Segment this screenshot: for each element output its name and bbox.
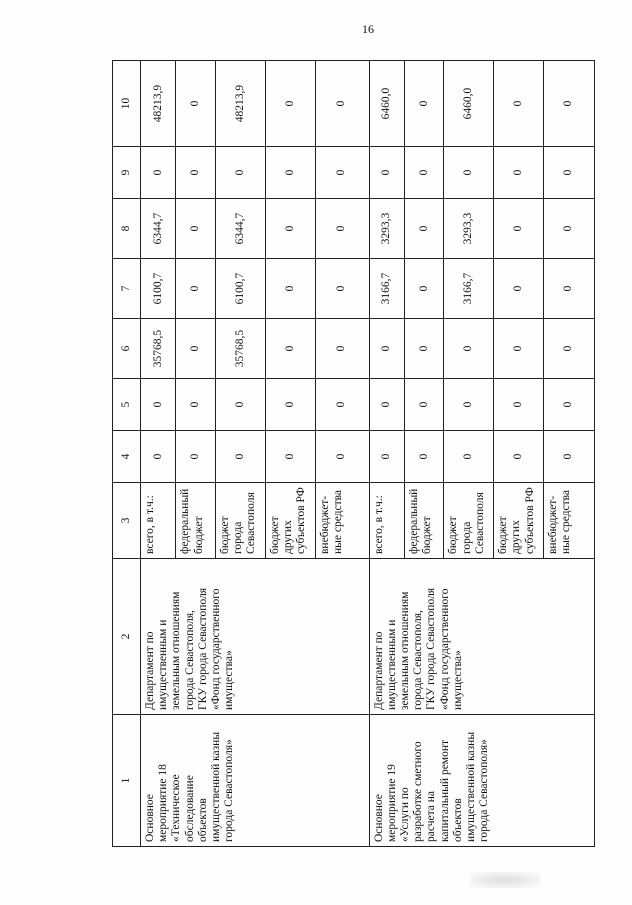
value-cell: 0 (176, 259, 215, 319)
value-cell: 0 (369, 147, 404, 199)
value-cell: 0 (315, 147, 369, 199)
value-cell: 6344,7 (141, 199, 176, 259)
value-cell: 6460,0 (444, 61, 494, 147)
value-cell: 0 (369, 379, 404, 431)
value-cell: 0 (315, 61, 369, 147)
value-cell: 0 (315, 259, 369, 319)
value-cell: 0 (315, 431, 369, 483)
scan-stain (470, 872, 540, 888)
value-cell: 0 (215, 379, 265, 431)
header-cell: 1 (113, 715, 141, 847)
header-cell: 7 (113, 259, 141, 319)
value-cell: 0 (544, 147, 595, 199)
value-cell: 0 (494, 431, 544, 483)
value-cell: 0 (404, 319, 443, 379)
value-cell: 0 (315, 199, 369, 259)
value-cell: 0 (404, 431, 443, 483)
funding-source-cell: федеральный бюджет (404, 483, 443, 559)
funding-source-cell: всего, в т.ч.: (369, 483, 404, 559)
value-cell: 3166,7 (444, 259, 494, 319)
value-cell: 0 (404, 259, 443, 319)
responsible-cell: Департамент по имущественным и земельным отношениям города Севастополя, ГКУ города Севастополя «Фонд государственного имущества» (141, 559, 370, 715)
value-cell: 0 (404, 199, 443, 259)
value-cell: 0 (494, 319, 544, 379)
funding-source-cell: внебюджет- ные средства (544, 483, 595, 559)
value-cell: 0 (494, 199, 544, 259)
budget-table (112, 60, 595, 847)
value-cell: 0 (544, 199, 595, 259)
value-cell: 0 (544, 379, 595, 431)
header-cell: 6 (113, 319, 141, 379)
value-cell: 0 (141, 147, 176, 199)
value-cell: 0 (176, 431, 215, 483)
value-cell: 35768,5 (141, 319, 176, 379)
value-cell: 3293,3 (369, 199, 404, 259)
value-cell: 0 (265, 379, 315, 431)
value-cell: 0 (315, 379, 369, 431)
funding-source-cell: бюджет других субъектов РФ (265, 483, 315, 559)
value-cell: 6460,0 (369, 61, 404, 147)
value-cell: 0 (494, 259, 544, 319)
value-cell: 48213,9 (141, 61, 176, 147)
value-cell: 0 (176, 379, 215, 431)
value-cell: 6100,7 (215, 259, 265, 319)
value-cell: 0 (265, 61, 315, 147)
header-cell: 10 (113, 61, 141, 147)
value-cell: 0 (544, 319, 595, 379)
header-row (113, 61, 141, 847)
table-row (141, 61, 176, 847)
funding-source-cell: всего, в т.ч.: (141, 483, 176, 559)
funding-source-cell: бюджет города Севастополя (444, 483, 494, 559)
value-cell: 0 (315, 319, 369, 379)
value-cell: 0 (141, 431, 176, 483)
funding-source-cell: внебюджет- ные средства (315, 483, 369, 559)
value-cell: 0 (176, 147, 215, 199)
value-cell: 0 (369, 431, 404, 483)
value-cell: 0 (494, 61, 544, 147)
header-cell: 5 (113, 379, 141, 431)
header-cell: 3 (113, 483, 141, 559)
header-cell: 4 (113, 431, 141, 483)
value-cell: 0 (404, 147, 443, 199)
value-cell: 0 (444, 379, 494, 431)
activity-cell: Основное мероприятие 18 «Техническое обследование объектов имущественной казны города Севастополя» (141, 715, 370, 847)
activity-cell: Основное мероприятие 19 «Услуги по разработке сметного расчета на капитальный ремонт объектов имущественной казны города Севастополя» (369, 715, 594, 847)
value-cell: 3293,3 (444, 199, 494, 259)
value-cell: 35768,5 (215, 319, 265, 379)
rotated-table-wrapper (112, 61, 595, 847)
value-cell: 0 (544, 61, 595, 147)
value-cell: 0 (215, 431, 265, 483)
value-cell: 0 (494, 379, 544, 431)
value-cell: 0 (141, 379, 176, 431)
header-cell: 8 (113, 199, 141, 259)
funding-source-cell: федеральный бюджет (176, 483, 215, 559)
value-cell: 0 (176, 319, 215, 379)
value-cell: 0 (265, 431, 315, 483)
value-cell: 6100,7 (141, 259, 176, 319)
funding-source-cell: бюджет других субъектов РФ (494, 483, 544, 559)
value-cell: 0 (265, 259, 315, 319)
responsible-cell: Департамент по имущественным и земельным отношениям города Севастополя, ГКУ города Севастополя «Фонд государственного имущества» (369, 559, 594, 715)
page-number: 16 (362, 22, 374, 36)
value-cell: 0 (544, 259, 595, 319)
value-cell: 0 (444, 431, 494, 483)
value-cell: 48213,9 (215, 61, 265, 147)
value-cell: 0 (369, 319, 404, 379)
value-cell: 0 (215, 147, 265, 199)
value-cell: 0 (176, 199, 215, 259)
value-cell: 0 (444, 147, 494, 199)
value-cell: 0 (265, 199, 315, 259)
value-cell: 0 (404, 61, 443, 147)
value-cell: 0 (265, 319, 315, 379)
table-row (369, 61, 404, 847)
header-cell: 9 (113, 147, 141, 199)
funding-source-cell: бюджет города Севастополя (215, 483, 265, 559)
value-cell: 0 (404, 379, 443, 431)
value-cell: 3166,7 (369, 259, 404, 319)
value-cell: 0 (544, 431, 595, 483)
header-cell: 2 (113, 559, 141, 715)
value-cell: 0 (265, 147, 315, 199)
value-cell: 0 (444, 319, 494, 379)
value-cell: 0 (494, 147, 544, 199)
value-cell: 0 (176, 61, 215, 147)
value-cell: 6344,7 (215, 199, 265, 259)
